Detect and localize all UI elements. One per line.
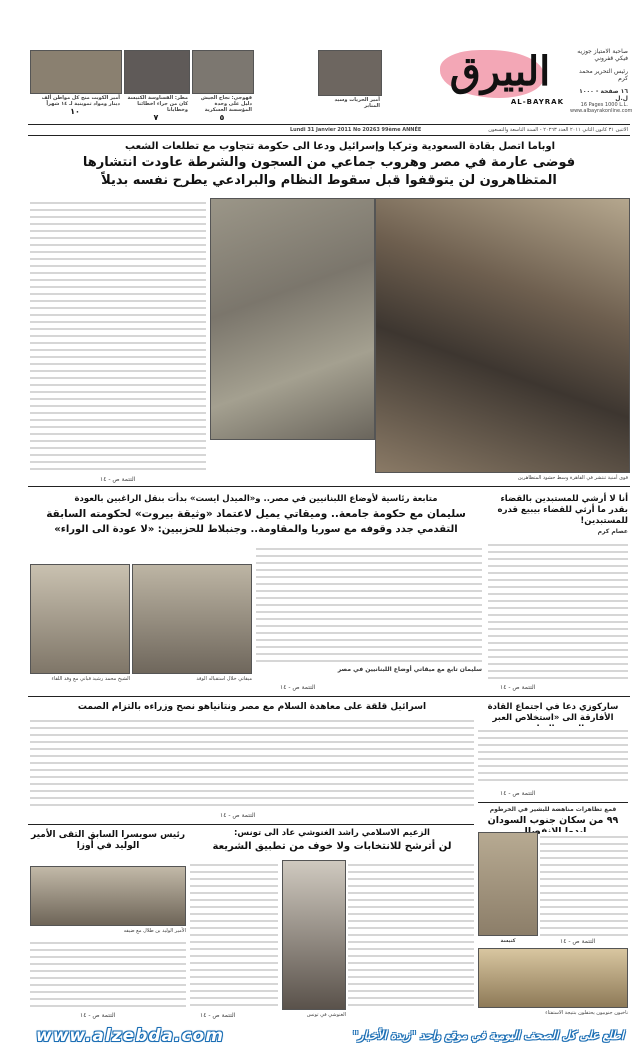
date-fr: Lundi 31 Janvier 2011 No 20263 99ème ANNÉE	[290, 127, 422, 133]
lebanon-headline-1: سليمان مع حكومة جامعة.. وميقاتي يميل لاعتماد «وثيقة بيروت» لحكومته السابقة	[46, 508, 466, 520]
lebanon-body	[256, 544, 482, 664]
tunisia-kicker: الزعيم الاسلامي راشد الغنوشي عاد الى تونس:	[234, 828, 430, 838]
price-ar: ١٦ صفحة - ١٠٠٠ ل.ل	[579, 88, 628, 102]
sarkozy-title: ساركوزي دعا في اجتماع القادة الأفارقة الى «استخلاص العبر	[487, 702, 619, 723]
opinion-more[interactable]: التتمة ص - ١٤	[500, 684, 536, 691]
sarkozy-body	[478, 726, 628, 786]
lead-headline-2: المتظاهرون لن يتوقفوا قبل سقوط النظام والبرادعي يطرح نفسه بديلاً	[101, 173, 557, 188]
tunisia-title: لن أترشح للانتخابات ولا خوف من تطبيق الشريعة	[212, 841, 452, 852]
sudan-more[interactable]: التتمة ص - ١٤	[560, 938, 596, 945]
teaser-4-page: ١٠	[70, 107, 80, 116]
swiss-body	[30, 938, 186, 1008]
teaser-4-caption: أمير الكويت منح كل مواطن ألف دينار ومواد تموينية لـ ١٤ شهراً	[41, 95, 120, 107]
lead-kicker: اوباما اتصل بقادة السعودية وتركيا وإسرائيل ودعا الى حكومة تتجاوب مع تطلعات الشعب	[124, 141, 556, 152]
teaser-1[interactable]	[318, 50, 380, 108]
divider-1	[28, 486, 630, 487]
teaser-3-caption: مطر: القساوسة الكنيسة كان من جراء اخطائنا وخطايانا	[127, 95, 188, 113]
footer-slogan: اطلع على كل الصحف اليومية في موقع واحد "زبدة الأخبار"	[352, 1029, 624, 1042]
chief-editor-text: رئيس التحرير محمد كرم	[578, 68, 628, 82]
lebanon-more[interactable]: التتمة ص - ١٤	[280, 684, 316, 691]
logo-latin: AL-BAYRAK	[510, 98, 564, 106]
lebanon-photo-1	[30, 564, 130, 674]
footer-url[interactable]: www.alzebda.com	[36, 1026, 224, 1046]
tunisia-body	[348, 860, 474, 1010]
swiss-caption: الأمير الوليد بن طلال مع ضيفه	[123, 928, 186, 934]
lead-photo-tanks	[210, 198, 375, 440]
divider-2	[28, 696, 630, 697]
logo-text: البيرق	[449, 48, 551, 95]
logo	[432, 44, 568, 108]
lebanon-subhead: سليمان تابع مع ميقاتي أوضاع اللبنانيين في مصر	[337, 666, 482, 673]
lebanon-photo-2	[132, 564, 252, 674]
sudan-title: ٩٩ من سكان جنوب السودان	[487, 815, 619, 826]
teaser-3-page: ٧	[153, 113, 159, 122]
tunisia-photo	[282, 860, 346, 1010]
opinion-title: أنا لا أرشي للمستبدين بالقضاء بقدر ما أرثي للقضاء بيبيع قدره للمستبدين!	[497, 494, 628, 526]
lead-headline-1: فوضى عارمة في مصر وهروب جماعي من السجون والشرطة عاودت انتشارها	[82, 155, 576, 170]
teaser-3-photo	[124, 50, 190, 94]
teaser-1-photo	[318, 50, 382, 96]
opinion-body	[488, 540, 628, 680]
divider-sudan	[478, 802, 628, 803]
sudan-caption: ناخبون جنوبيون يحتفلون بنتيجة الاستفتاء	[545, 1010, 628, 1016]
israel-body	[30, 716, 474, 810]
lebanon-caption-1: الشيخ محمد رشيد قباني مع وفد اللقاء	[51, 676, 130, 682]
sarkozy-more[interactable]: التتمة ص - ١٤	[500, 790, 536, 797]
teaser-3[interactable]	[124, 50, 188, 122]
tunisia-body-2	[190, 860, 278, 1010]
israel-more[interactable]: التتمة ص - ١٤	[220, 812, 256, 819]
teaser-4[interactable]	[30, 50, 120, 122]
opinion-author: عصام كرم	[597, 528, 628, 535]
footer-bar	[0, 1024, 632, 1050]
sudan-body	[540, 832, 628, 936]
tunisia-more[interactable]: التتمة ص - ١٤	[200, 1012, 236, 1019]
divider-3	[28, 824, 474, 825]
teaser-2[interactable]	[192, 50, 252, 122]
price-text: 16 Pages 1000 L.L.	[580, 102, 628, 108]
teaser-2-caption: قهوجي: نجاح الجيش دليل على وحدة المؤسسة العسكرية	[200, 95, 252, 113]
teaser-4-photo	[30, 50, 122, 94]
teaser-2-photo	[192, 50, 254, 94]
israel-title: اسرائيل قلقة على معاهدة السلام مع مصر ونتانياهو نصح وزراءه بالتزام الصمت	[77, 702, 427, 712]
owner-text: صاحبة الامتياز جوزيه فيكي قفروني	[577, 48, 628, 62]
lebanon-caption-2: ميقاتي خلال استقباله الوفد	[196, 676, 252, 682]
lebanon-headline-2: التقدمي جدد وقوفه مع سوريا والمقاومة.. وجنبلاط للحزبيين: «لا عودة الى الوراء»	[54, 524, 458, 535]
lead-more[interactable]: التتمة ص - ١٤	[100, 476, 136, 483]
teaser-2-page: ٥	[219, 113, 225, 122]
lead-photo-crowd	[375, 198, 630, 473]
swiss-title: رئيس سويسرا السابق التقى الأمير الوليد في أوزا	[30, 830, 186, 851]
lebanon-kicker: متابعة رئاسية لأوضاع اللبنانيين في مصر.. و«الميدل ايست» بدأت بنقل الراغبين بالعودة	[74, 494, 438, 504]
website-text: www.albayrakonline.com	[570, 108, 632, 114]
sudan-photo-voters	[478, 948, 628, 1008]
lead-caption: قوى أمنية تنتشر في القاهرة وسط حشود المتظاهرين	[517, 475, 628, 481]
swiss-photo	[30, 866, 186, 926]
sudan-kicker: قمع تظاهرات مناهضة للبشير في الخرطوم	[489, 806, 617, 813]
date-bar	[28, 124, 630, 136]
teaser-1-caption: أمير الحريات وسيد المنابر	[334, 97, 380, 109]
date-ar: الاثنين ٣١ كانون الثاني ٢٠١١ العدد ٢٠٢٦٣ - السنة التاسعة والتسعون	[488, 127, 628, 133]
lead-body	[30, 198, 206, 473]
sudan-photo-church	[478, 832, 538, 936]
kanaseh-label: كنيسة	[500, 938, 516, 944]
swiss-more[interactable]: التتمة ص - ١٤	[80, 1012, 116, 1019]
tunisia-caption: الغنوشي في تونس	[306, 1012, 346, 1018]
owner-info	[570, 48, 632, 114]
